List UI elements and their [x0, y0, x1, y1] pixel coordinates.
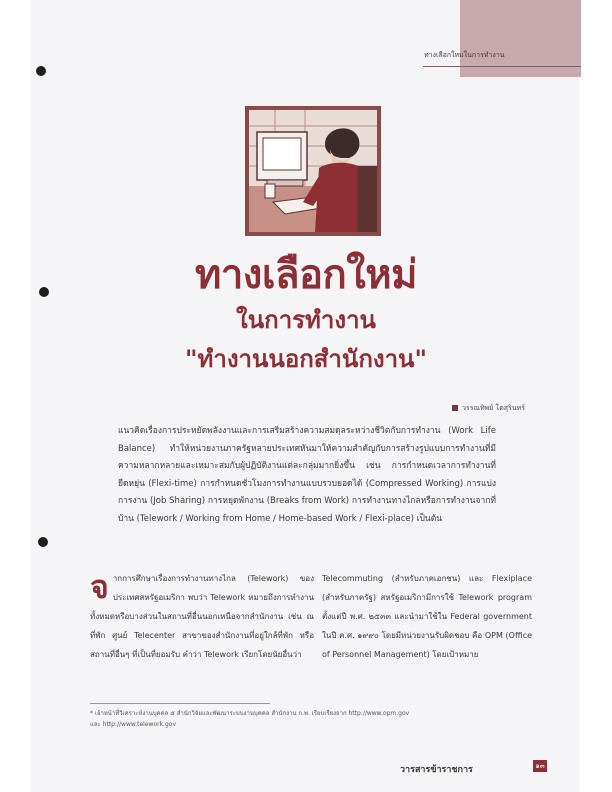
running-head-rule: [423, 66, 581, 67]
author-byline: [452, 403, 525, 414]
body-left-text: ากการศึกษาเรื่องการทำงานทางไกล (Telework) ของประเทศสหรัฐอเมริกา พบว่า Telework หมายถึงการทำงานทั้งหมดหรือบางส่วนในสถานที่อื่นนอกเหนือจากสำนักงาน เช่น ณ ที่พัก ศูนย์ Telecenter สาขาของสำนักงานที่อยู่ใกล้ที่พัก หรือสถานที่อื่นๆ ที่เป็นที่ยอมรับ คำว่า Telework เรียกโดยนัยอื่นว่า: [90, 574, 314, 659]
title-line-3: "ทำงานนอกสำนักงาน": [185, 345, 427, 373]
footnote: * เจ้าหน้าที่วิเคราะห์งานบุคคล ๕ สำนักวิจัยและพัฒนาระบบงานบุคคล สำนักงาน ก.พ. เรียบเรียงจาก http://www.opm.gov และ http://www.telework.gov: [90, 710, 410, 728]
binder-hole: [38, 537, 48, 547]
running-head: ทางเลือกใหม่ในการทำงาน: [424, 51, 505, 59]
title-line-2: ในการทำงาน: [236, 306, 376, 334]
body-column-left: [90, 569, 314, 664]
body-right-text: Telecommuting (สำหรับภาคเอกชน) และ Flexiplace (สำหรับภาครัฐ) สหรัฐอเมริกามีการใช้ Telework program ตั้งแต่ปี พ.ศ. ๒๕๓๓ และนำมาใช้ใน Federal government ในปี ค.ศ. ๑๙๙๐ โดยมีหน่วยงานรับผิดชอบ คือ OPM (Office of Personnel Management) โดยเป้าหมาย: [322, 574, 532, 659]
author-square-icon: [452, 405, 458, 411]
footnote-rule: [90, 703, 270, 704]
page-number: ๑๓: [533, 760, 547, 772]
title-line-1: ทางเลือกใหม่: [194, 252, 418, 298]
drop-cap: จ: [90, 568, 109, 606]
intro-paragraph: แนวคิดเรื่องการประหยัดพลังงานและการเสริมสร้างความสมดุลระหว่างชีวิตกับการทำงาน (Work Life Balance) ทำให้หน่วยงานภาครัฐหลายประเทศหันมาให้ความสำคัญกับการสร้างรูปแบบการทำงานที่มีความหลากหลายและเหมาะสมกับผู้ปฏิบัติงานแต่ละกลุ่มมากยิ่งขึ้น เช่น การกำหนดเวลาการทำงานที่ยืดหยุ่น (Flexi-time) การกำหนดชั่วโมงการทำงานแบบรวบยอดได้ (Compressed Working) การแบ่งการงาน (Job Sharing) การหยุดพักงาน (Breaks from Work) การทำงานทางไกลหรือการทำงานจากที่บ้าน (Telework / Working from Home / Home-based Work / Flexi-place) เป็นต้น: [118, 426, 496, 524]
author-name: วรรณทิพย์ โตสุรินทร์: [462, 404, 525, 412]
body-column-right: [322, 569, 532, 664]
binder-hole: [36, 66, 46, 76]
journal-name: วารสารข้าราชการ: [400, 765, 473, 775]
illustration-person-at-computer: [245, 106, 381, 236]
